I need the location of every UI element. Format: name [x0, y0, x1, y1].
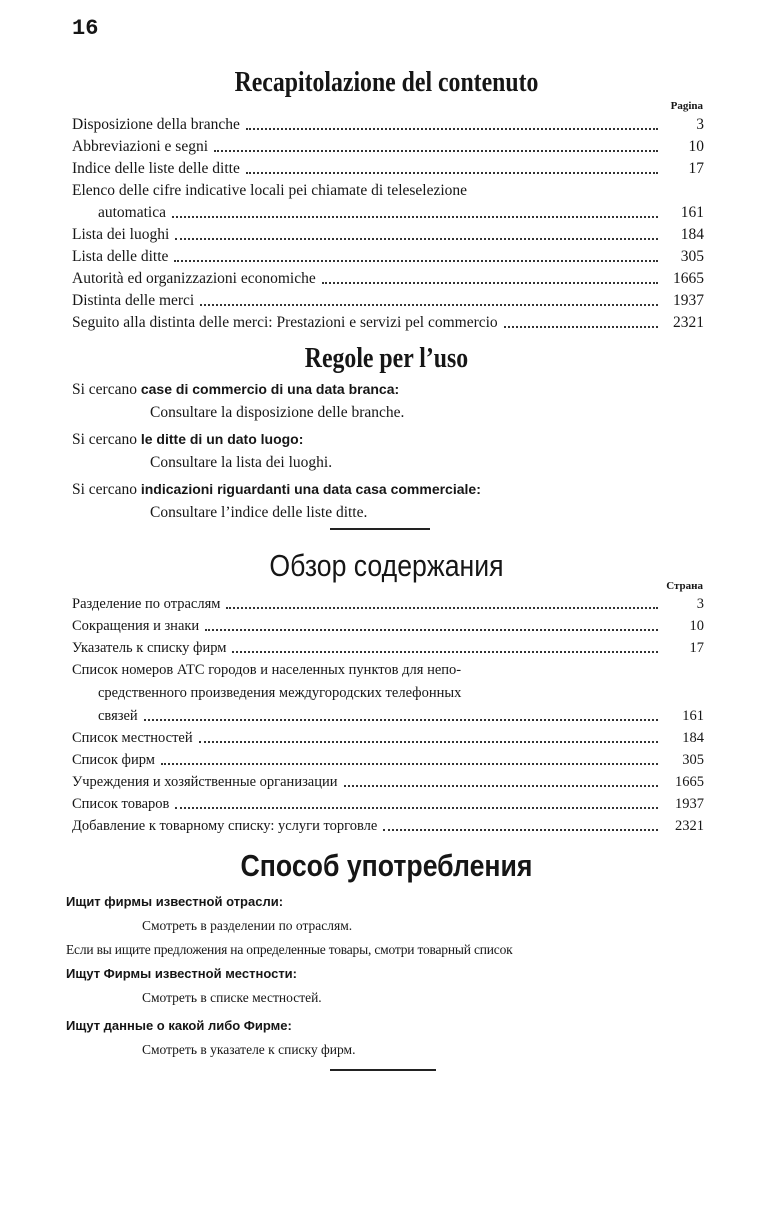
list-item [72, 312, 704, 334]
rule-condition: Ищут данные о какой либо Фирме: [66, 1018, 292, 1033]
rule-action: Consultare la lista dei luoghi. [150, 454, 333, 471]
italian-page-column-label: Pagina [670, 100, 703, 112]
entry-page: 161 [680, 204, 704, 221]
entry-title-line3: связей [98, 708, 138, 724]
list-item [72, 246, 704, 268]
dot-leader [175, 238, 658, 240]
rule-action: Consultare la disposizione delle branche. [150, 404, 405, 421]
russian-page-column-label: Страна [666, 580, 703, 592]
rule-condition [72, 427, 712, 451]
rule-prefix: Si cercano [72, 381, 141, 398]
entry-page: 184 [680, 226, 704, 243]
list-item [72, 793, 704, 815]
list-item [72, 749, 704, 771]
rule-keyword: le ditte di un dato luogo: [140, 431, 304, 447]
entry-title: Lista dei luoghi [72, 226, 170, 243]
dot-leader [344, 785, 658, 787]
list-item [72, 593, 704, 615]
page-number: 16 [72, 16, 99, 41]
list-item [72, 114, 704, 136]
list-item [72, 659, 704, 727]
entry-title: Autorità ed organizzazioni economiche [72, 270, 316, 287]
entry-title: Указатель к списку фирм [72, 640, 227, 656]
entry-title: Список товаров [72, 796, 170, 812]
list-item [72, 637, 704, 659]
rule-condition [72, 477, 712, 501]
rule-action: Смотреть в указателе к списку фирм. [142, 1042, 356, 1057]
dot-leader [205, 629, 658, 631]
dot-leader [161, 763, 658, 765]
rule-condition: Ищит фирмы известной отрасли: [66, 894, 284, 909]
entry-title-line2: средственного произведения междугородских телефонных [98, 685, 462, 701]
rule-condition [72, 377, 712, 401]
list-item [72, 136, 704, 158]
rule-keyword: indicazioni riguardanti una data casa commerciale: [140, 481, 481, 497]
dot-leader [246, 128, 658, 130]
dot-leader [226, 607, 658, 609]
entry-page: 1665 [673, 270, 704, 287]
entry-title-line1: Список номеров АТС городов и населенных пунктов для непо- [72, 662, 462, 678]
dot-leader [322, 282, 658, 284]
entry-page: 305 [682, 752, 704, 768]
entry-page: 17 [688, 160, 704, 177]
rule-keyword: case di commercio di una data branca: [140, 381, 400, 397]
list-item [72, 727, 704, 749]
russian-rules-title: Способ употребления [240, 848, 533, 883]
dot-leader [175, 807, 658, 809]
entry-title: Abbreviazioni e segni [72, 138, 209, 155]
entry-page: 1937 [675, 796, 704, 812]
entry-title: Список местностей [72, 730, 193, 746]
entry-title: Disposizione della branche [72, 116, 240, 133]
italian-rules [72, 377, 712, 525]
list-item [72, 224, 704, 246]
list-item [72, 771, 704, 793]
list-item [72, 158, 704, 180]
entry-title: Lista delle ditte [72, 248, 169, 265]
entry-page: 17 [689, 640, 704, 656]
russian-rules [66, 890, 706, 1062]
dot-leader [232, 651, 658, 653]
dot-leader [199, 741, 658, 743]
entry-title: Разделение по отраслям [72, 596, 221, 612]
entry-page: 2321 [673, 314, 704, 331]
list-item [72, 268, 704, 290]
dot-leader [174, 260, 658, 262]
entry-title: Сокращения и знаки [72, 618, 200, 634]
italian-contents-title: Recapitolazione del contenuto [234, 66, 539, 98]
rule-condition: Ищут Фирмы известной местности: [66, 966, 298, 981]
entry-title: Список фирм [72, 752, 155, 768]
dot-leader [144, 719, 658, 721]
rule-note: Если вы ищите предложения на определенные товары, смотри товарный список [66, 942, 513, 957]
entry-page: 3 [696, 116, 704, 133]
entry-page: 10 [689, 618, 704, 634]
entry-title-line2: automatica [98, 204, 166, 221]
rule-action: Consultare l’indice delle liste ditte. [150, 504, 368, 521]
dot-leader [504, 326, 658, 328]
entry-page: 10 [688, 138, 704, 155]
list-item [72, 615, 704, 637]
russian-contents-list [72, 593, 704, 837]
list-item [72, 815, 704, 837]
entry-page: 184 [682, 730, 704, 746]
list-item [72, 180, 704, 224]
rule-action: Смотреть в списке местностей. [142, 990, 322, 1005]
list-item [72, 290, 704, 312]
section-divider [330, 528, 430, 530]
entry-title: Distinta delle merci [72, 292, 195, 309]
dot-leader [200, 304, 658, 306]
rule-action: Смотреть в разделении по отраслям. [142, 918, 353, 933]
entry-page: 2321 [675, 818, 704, 834]
entry-title: Добавление к товарному списку: услуги торговле [72, 818, 378, 834]
entry-page: 161 [682, 708, 704, 724]
dot-leader [214, 150, 658, 152]
entry-page: 3 [696, 596, 704, 612]
rule-prefix: Si cercano [72, 431, 141, 448]
italian-rules-title: Regole per l’uso [304, 342, 469, 374]
dot-leader [172, 216, 658, 218]
dot-leader [246, 172, 658, 174]
entry-title: Seguito alla distinta delle merci: Prestazioni e servizi pel commercio [72, 314, 498, 331]
italian-contents-list [72, 114, 704, 334]
entry-page: 1665 [675, 774, 704, 790]
russian-contents-title: Обзор содержания [269, 548, 504, 583]
entry-page: 305 [680, 248, 704, 265]
dot-leader [383, 829, 658, 831]
entry-title: Indice delle liste delle ditte [72, 160, 240, 177]
entry-page: 1937 [673, 292, 704, 309]
rule-prefix: Si cercano [72, 481, 141, 498]
entry-title-line1: Elenco delle cifre indicative locali pei chiamate di teleselezione [72, 182, 468, 199]
section-divider [330, 1069, 436, 1071]
entry-title: Учреждения и хозяйственные организации [72, 774, 338, 790]
